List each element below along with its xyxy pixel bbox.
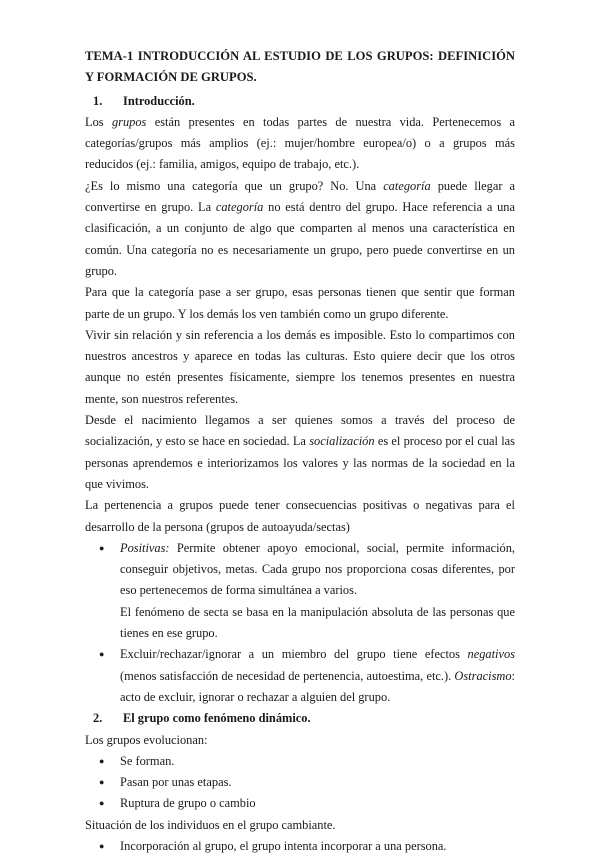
bullet-icon: ● (99, 777, 105, 788)
paragraph-situation: Situación de los individuos en el grupo cambiante. (85, 817, 336, 832)
situation-list (85, 836, 515, 857)
emphasis-text: categoría (215, 200, 264, 215)
emphasis-text: negativos (467, 647, 515, 662)
text-run: Excluir/rechazar/ignorar a un miembro del grupo tiene efectos (120, 647, 468, 662)
section-heading-2 (85, 708, 515, 729)
list-item (85, 538, 515, 602)
list-item (85, 836, 515, 857)
document-content (85, 46, 515, 857)
paragraph-category-to-group: Para que la categoría pase a ser grupo, esas personas tienen que sentir que forman parte de un grupo. Y los demás los ven también como un grupo diferente. (85, 285, 515, 321)
list-item (85, 644, 515, 708)
text-run: Permite obtener apoyo emocional, social, permite información, conseguir objetivos, metas. Cada grupo nos proporciona cosas diferentes, por eso pertenecemos de forma simultánea a varios. (120, 540, 515, 598)
paragraph-socialization (85, 410, 515, 495)
text-run: están presentes en todas partes de nuestra vida. Pertenecemos a categorías/grupos más amplios (ej.: mujer/hombre europea/o) o a grupos más reducidos (ej.: familia, amigos, equipo de trabajo, etc.). (85, 114, 516, 172)
list-item-text: Incorporación al grupo, el grupo intenta incorporar a una persona. (120, 838, 447, 853)
paragraph-category (85, 176, 515, 282)
text-run: Desde el nacimiento llegamos a ser quienes somos a través del proceso de socialización, y esto se hace en sociedad. La (85, 413, 515, 449)
list-item-text: Pasan por unas etapas. (120, 775, 232, 790)
list-item-text: Se forman. (120, 753, 175, 768)
paragraph-sect: El fenómeno de secta se basa en la manipulación absoluta de las personas que tienes en ese grupo. (120, 604, 515, 641)
bullet-icon: ● (99, 649, 105, 660)
bullet-icon: ● (99, 542, 105, 553)
section-heading-1 (85, 91, 515, 112)
consequences-list (85, 538, 515, 602)
text-run: puede llegar a convertirse en grupo. La (85, 178, 515, 215)
paragraph-evolve: Los grupos evolucionan: (85, 732, 208, 747)
bullet-icon: ● (99, 798, 105, 809)
text-run: ¿Es lo mismo una categoría que un grupo? No. Una (85, 178, 384, 193)
section-number: 2. (93, 711, 103, 726)
text-run: : acto de excluir, ignorar o rechazar a alguien del grupo. (120, 668, 515, 704)
page-title: TEMA-1 INTRODUCCIÓN AL ESTUDIO DE LOS GRUPOS: DEFINICIÓN Y FORMACIÓN DE GRUPOS. (85, 49, 515, 85)
emphasis-text: grupos (111, 114, 147, 129)
emphasis-text: Ostracismo (454, 668, 512, 683)
section-title: Introducción. (123, 93, 195, 108)
text-run: (menos satisfacción de necesidad de pertenencia, autoestima, etc.). (120, 668, 455, 683)
bullet-icon: ● (99, 755, 105, 766)
paragraph-relations: Vivir sin relación y sin referencia a los demás es imposible. Esto lo compartimos con nuestros ancestros y aparece en todas las culturas. Esto quiere decir que los otros aunque no estén presentes físicamente, siempre los tenemos presentes en nuestra mente, son nuestros referentes. (85, 327, 515, 406)
emphasis-text: Positivas: (120, 540, 170, 555)
text-run: no está dentro del grupo. Hace referencia a una clasificación, a un conjunto de algo que comparten al menos una característica en común. Una categoría no es necesariamente un grupo, pero puede convertirse en un grupo. (85, 200, 516, 278)
list-item-text: Ruptura de grupo o cambio (120, 796, 256, 811)
emphasis-text: socialización (309, 434, 375, 449)
paragraph-belonging: La pertenencia a grupos puede tener consecuencias positivas o negativas para el desarrollo de la persona (grupos de autoayuda/sectas) (85, 498, 515, 534)
text-run: es el proceso por el cual las personas aprendemos e interiorizamos los valores y las normas de la sociedad en la que vivimos. (85, 434, 516, 491)
bullet-icon: ● (99, 840, 105, 851)
text-run: Los (85, 114, 112, 129)
evolution-list (85, 751, 515, 815)
consequences-list-2 (85, 644, 515, 708)
list-item (85, 793, 515, 814)
section-number: 1. (93, 93, 103, 108)
emphasis-text: categoría (383, 178, 431, 193)
list-item (85, 751, 515, 772)
list-item (85, 772, 515, 793)
section-title: El grupo como fenómeno dinámico. (123, 711, 311, 726)
paragraph-groups (85, 112, 515, 176)
